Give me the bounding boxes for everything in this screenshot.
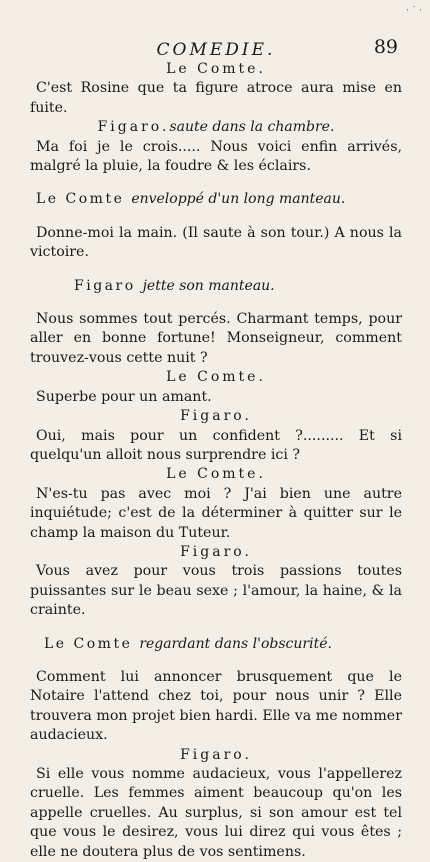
stage-direction: enveloppé d'un long manteau. <box>131 191 346 208</box>
dialogue-line: Vous avez pour vous trois passions toutes puissantes sur le beau sexe ; l'amour, la haine, & la crainte. <box>30 563 402 619</box>
dialogue-line: N'es-tu pas avec moi ? J'ai bien une autre inquiétude; c'est de la déterminer à quitter sur le champ la maison du Tuteur. <box>30 485 402 541</box>
speaker-heading: Le Comte. <box>166 369 266 386</box>
stage-direction: jette son manteau. <box>142 277 275 294</box>
speaker-heading <box>30 118 402 137</box>
running-title: COMEDIE. <box>156 40 276 60</box>
dialogue-line: Si elle vous nomme audacieux, vous l'appellerez cruelle. Les femmes aiment beaucoup qu'on les appelle cruelles. Au surplus, si son amour est tel que vous le desirez, vous lui direz qui vous êtes ; elle ne doutera plus de vos sentimens. <box>30 766 402 860</box>
dialogue-line: C'est Rosine que ta figure atroce aura mise en fuite. <box>30 80 402 116</box>
speaker-heading <box>30 635 402 654</box>
speaker-name: Le Comte <box>36 191 125 208</box>
dialogue-line: Ma foi je le crois..... Nous voici enfin arrivés, malgré la pluie, la foudre & les éclairs. <box>30 138 402 175</box>
dialogue-line: Donne-moi la main. (Il saute à son tour.) A nous la victoire. <box>30 224 402 261</box>
running-head <box>30 30 402 60</box>
speaker-heading: Figaro. <box>180 543 252 560</box>
page-number: 89 <box>373 36 398 58</box>
speaker-heading: Figaro. <box>180 408 252 425</box>
speaker-heading: Le Comte. <box>166 61 266 77</box>
dialogue-line: Nous sommes tout percés. Charmant temps, pour aller en bonne fortune! Monseigneur, comment trouvez-vous cette nuit ? <box>30 311 402 366</box>
speaker-heading: Le Comte. <box>166 466 266 483</box>
speaker-heading <box>30 190 402 209</box>
dialogue-line: Superbe pour un amant. <box>36 388 212 405</box>
dialogue-line: Oui, mais pour un confident ?......... Et si quelqu'un alloit nous surprendre ici ? <box>30 427 402 463</box>
stage-direction: regardant dans l'obscurité. <box>139 635 332 652</box>
speaker-heading: Figaro. <box>180 746 252 763</box>
dialogue-line: Comment lui annoncer brusquement que le Notaire l'attend chez toi, pour nous unir ? Elle trouvera mon projet bien hardi. Elle va me nommer audacieux. <box>30 668 402 744</box>
stage-direction: saute dans la chambre. <box>169 119 335 136</box>
speaker-heading <box>30 277 402 296</box>
speaker-name: Figaro. <box>97 119 170 136</box>
speaker-name: Le Comte <box>44 635 133 652</box>
paper-specks-decoration: · ˙ · <box>406 6 422 16</box>
play-text <box>30 60 402 862</box>
speaker-name: Figaro <box>74 277 136 294</box>
